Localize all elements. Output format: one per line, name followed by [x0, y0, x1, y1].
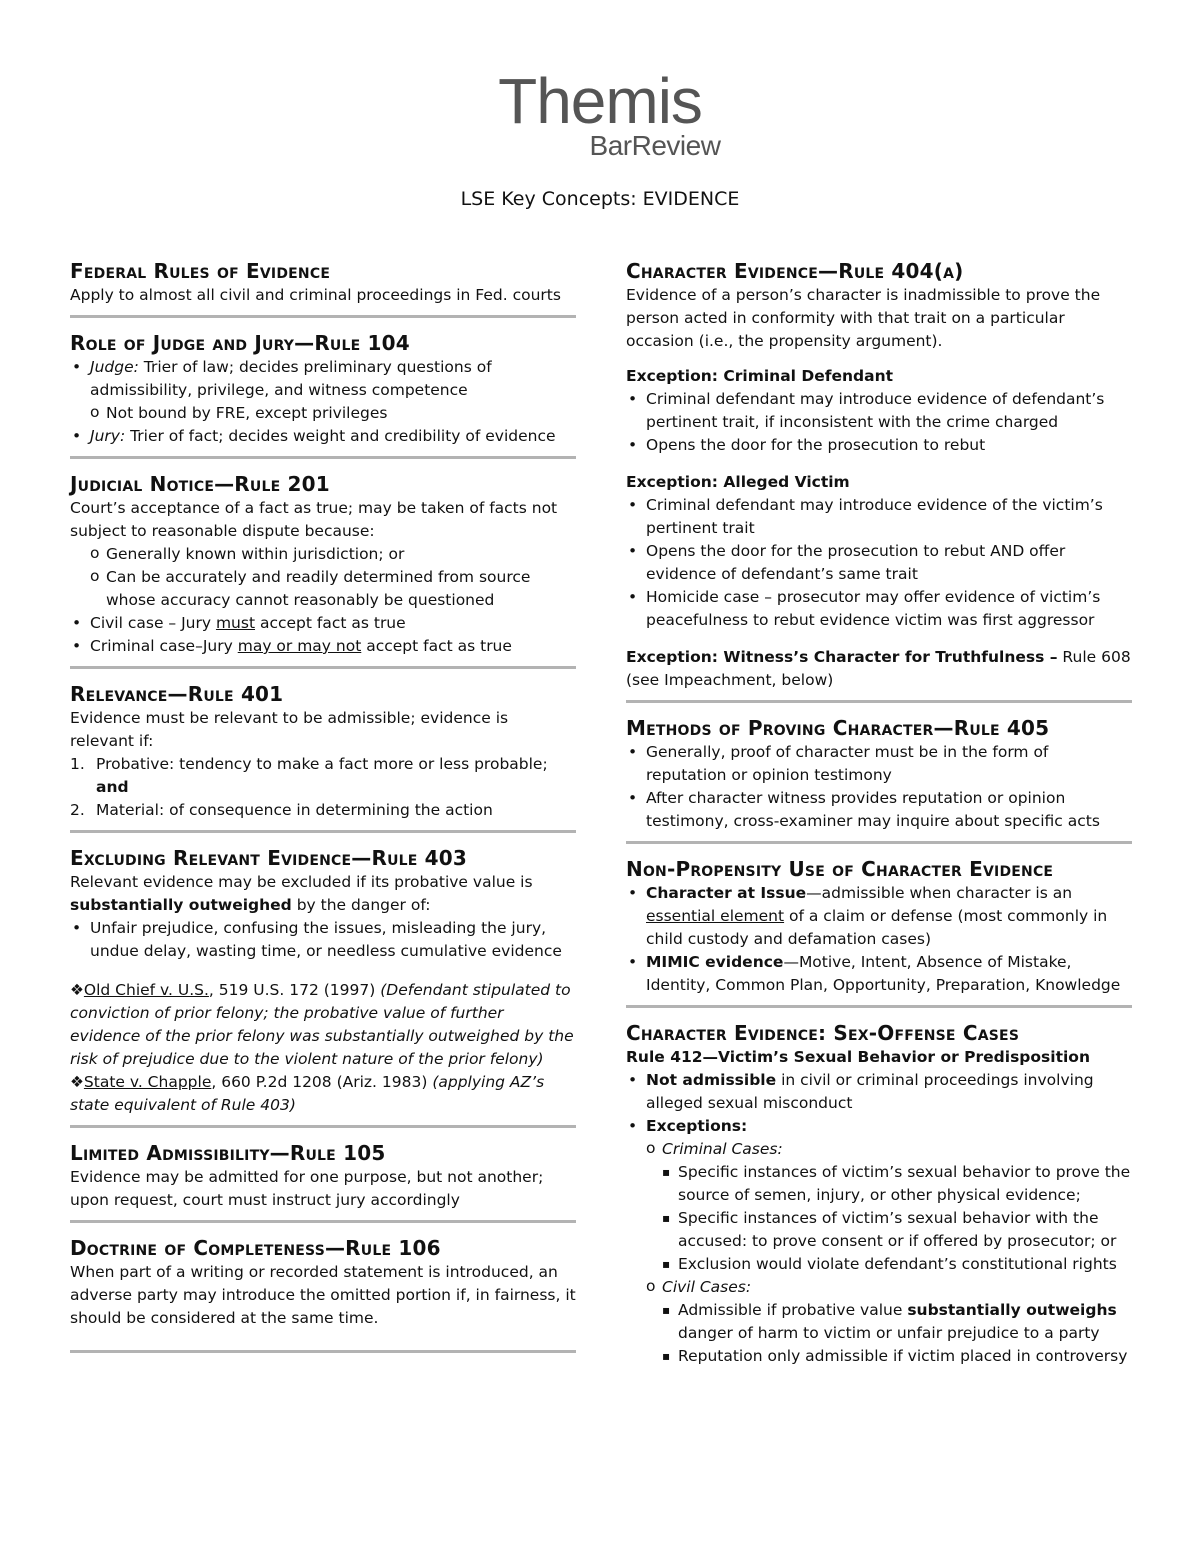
- underlined-text: may or may not: [237, 637, 362, 655]
- section-heading: Excluding Relevant Evidence—Rule 403: [70, 846, 468, 870]
- text-run: by the danger of:: [291, 896, 431, 914]
- judge-label: Judge:: [90, 358, 139, 376]
- section-methods: [626, 715, 1132, 844]
- jury-text: Trier of fact; decides weight and credibility of evidence: [125, 427, 556, 445]
- section-heading: Methods of Proving Character—Rule 405: [626, 716, 1050, 740]
- section-heading: Judicial Notice—Rule 201: [70, 472, 330, 496]
- numbered-list: [70, 753, 576, 822]
- list-item: • After character witness provides reputation or opinion testimony, cross-examiner may inquire about specific acts: [626, 787, 1132, 833]
- section-fre: [70, 258, 576, 318]
- bullet-list: [70, 917, 576, 963]
- case-citation: [70, 1071, 576, 1117]
- item-text: Material: of consequence in determining the action: [96, 801, 493, 819]
- judge-sub-text: Not bound by FRE, except privileges: [106, 404, 388, 422]
- sub-sub-list-item: ▪ Specific instances of victim’s sexual behavior to prove the source of semen, injury, or other physical evidence;: [626, 1161, 1132, 1207]
- underlined-text: essential element: [646, 907, 785, 925]
- section-heading: Role of Judge and Jury—Rule 104: [70, 331, 410, 355]
- text-run: —admissible when character is an: [806, 884, 1073, 902]
- numbered-item: [70, 799, 576, 822]
- section-limited-admissibility: [70, 1140, 576, 1223]
- bullet-list: [626, 388, 1132, 457]
- rule-heading: Rule 412—Victim’s Sexual Behavior or Predisposition: [626, 1048, 1090, 1066]
- jury-label: Jury:: [90, 427, 126, 445]
- text-run: —Motive, Intent, Absence of Mistake, Identity, Common Plan, Opportunity, Preparation, Knowledge: [646, 953, 1121, 994]
- logo-sub-text: BarReview: [589, 130, 721, 161]
- sub-heading: Exception: Witness’s Character for Truthfulness –: [626, 648, 1058, 666]
- item-number: 1.: [70, 755, 85, 773]
- sub-list-item: o Can be accurately and readily determined from source whose accuracy cannot reasonably be questioned: [70, 566, 576, 612]
- bullet-list: [70, 356, 576, 448]
- sub-list-item: [626, 1138, 1132, 1161]
- bullet-list: [626, 1069, 1132, 1368]
- text-run: Admissible if probative value: [678, 1301, 908, 1319]
- section-text: [626, 646, 1132, 692]
- list-item: [626, 1115, 1132, 1138]
- text-run: accept fact as true: [255, 614, 406, 632]
- case-cite: , 519 U.S. 172 (1997): [208, 981, 381, 999]
- bold-text: substantially outweighs: [907, 1301, 1117, 1319]
- bullet-list: [70, 543, 576, 658]
- list-item: • Opens the door for the prosecution to rebut: [626, 434, 1132, 457]
- list-item: • Generally, proof of character must be in the form of reputation or opinion testimony: [626, 741, 1132, 787]
- item-number: 2.: [70, 801, 85, 819]
- document-title: LSE Key Concepts: EVIDENCE: [460, 188, 740, 210]
- list-item: [70, 635, 576, 658]
- left-column: [70, 258, 576, 1365]
- section-text: Court’s acceptance of a fact as true; may be taken of facts not subject to reasonable dispute because:: [70, 499, 558, 540]
- text-run: Rule 608 (see Impeachment, below): [626, 648, 1131, 689]
- list-item: • Homicide case – prosecutor may offer evidence of victim’s peacefulness to rebut evidence victim was first aggressor: [626, 586, 1132, 632]
- section-character-evidence: [626, 258, 1132, 703]
- sub-sub-list-item: ▪ Specific instances of victim’s sexual behavior with the accused: to prove consent or if offered by prosecutor; or: [626, 1207, 1132, 1253]
- bullet-list: [626, 741, 1132, 833]
- section-text: [70, 871, 576, 917]
- section-heading: Non-Propensity Use of Character Evidence: [626, 857, 1054, 881]
- list-item: • Unfair prejudice, confusing the issues, misleading the jury, undue delay, wasting time, or needless cumulative evidence: [70, 917, 576, 963]
- sub-list-item: [626, 1276, 1132, 1299]
- text-run: Criminal case–Jury: [90, 637, 238, 655]
- section-sex-offense: [626, 1020, 1132, 1368]
- list-item: [70, 612, 576, 635]
- sub-sub-list-item: [626, 1299, 1132, 1345]
- section-excluding: [70, 845, 576, 1128]
- list-item: [626, 1069, 1132, 1115]
- case-name: Old Chief v. U.S.: [83, 981, 209, 999]
- list-item: [626, 951, 1132, 997]
- case-cite: , 660 P.2d 1208 (Ariz. 1983): [211, 1073, 433, 1091]
- bold-text: Not admissible: [646, 1071, 777, 1089]
- sub-sub-list-item: ▪ Reputation only admissible if victim placed in controversy: [626, 1345, 1132, 1368]
- section-heading: Character Evidence—Rule 404(a): [626, 259, 964, 283]
- text-run: danger of harm to victim or unfair prejudice to a party: [678, 1324, 1100, 1342]
- numbered-item: [70, 753, 576, 799]
- bold-text: Exceptions:: [646, 1117, 748, 1135]
- section-heading: Federal Rules of Evidence: [70, 259, 331, 283]
- bullet-list: [626, 494, 1132, 632]
- diamond-icon: ❖: [70, 981, 84, 999]
- bold-text: substantially outweighed: [70, 896, 292, 914]
- right-column: [626, 258, 1132, 1368]
- section-text: When part of a writing or recorded statement is introduced, an adverse party may introduce the omitted portion if, in fairness, it should be considered at the same time.: [70, 1263, 576, 1327]
- case-parenthetical: (applying AZ’s state equivalent of Rule 403): [70, 1073, 545, 1114]
- section-heading: Character Evidence: Sex-Offense Cases: [626, 1021, 1020, 1045]
- section-completeness: [70, 1235, 576, 1353]
- case-citation: [70, 979, 576, 1071]
- section-heading: Relevance—Rule 401: [70, 682, 284, 706]
- section-judicial-notice: [70, 471, 576, 669]
- list-item: • Opens the door for the prosecution to rebut AND offer evidence of defendant’s same trait: [626, 540, 1132, 586]
- section-judge-jury: [70, 330, 576, 459]
- logo-main-text: Themis: [498, 65, 702, 137]
- list-item: [626, 882, 1132, 951]
- sub-sub-list-item: ▪ Exclusion would violate defendant’s constitutional rights: [626, 1253, 1132, 1276]
- section-heading: Limited Admissibility—Rule 105: [70, 1141, 386, 1165]
- text-run: in civil or criminal proceedings involving alleged sexual misconduct: [646, 1071, 1094, 1112]
- section-heading: Doctrine of Completeness—Rule 106: [70, 1236, 441, 1260]
- section-non-propensity: [626, 856, 1132, 1008]
- case-parenthetical: (Defendant stipulated to conviction of prior felony; the probative value of further evidence of the prior felony was substantially outweighed by the risk of prejudice due to the violent nature of the prior felony): [70, 981, 574, 1068]
- section-text: Evidence must be relevant to be admissible; evidence is relevant if:: [70, 709, 509, 750]
- sub-heading: Exception: Alleged Victim: [626, 473, 850, 491]
- bold-text: MIMIC evidence: [646, 953, 784, 971]
- diamond-icon: ❖: [70, 1073, 84, 1091]
- text-run: Civil case – Jury: [90, 614, 216, 632]
- list-item: [70, 425, 576, 448]
- bullet-list: [626, 882, 1132, 997]
- case-name: State v. Chapple: [83, 1073, 212, 1091]
- section-text: Evidence of a person’s character is inadmissible to prove the person acted in conformity with that trait on a particular occasion (i.e., the propensity argument).: [626, 286, 1101, 350]
- sub-list-item: o Generally known within jurisdiction; or: [70, 543, 576, 566]
- civil-cases-label: Civil Cases:: [662, 1278, 752, 1296]
- list-item: • Criminal defendant may introduce evidence of defendant’s pertinent trait, if inconsistent with the crime charged: [626, 388, 1132, 434]
- section-text: Evidence may be admitted for one purpose, but not another; upon request, court must instruct jury accordingly: [70, 1168, 544, 1209]
- list-item: • Criminal defendant may introduce evidence of the victim’s pertinent trait: [626, 494, 1132, 540]
- and-text: and: [96, 778, 129, 796]
- bold-text: Character at Issue: [646, 884, 807, 902]
- underlined-text: must: [215, 614, 256, 632]
- criminal-cases-label: Criminal Cases:: [662, 1140, 783, 1158]
- themis-logo: [0, 65, 1200, 161]
- text-run: accept fact as true: [361, 637, 512, 655]
- text-run: Relevant evidence may be excluded if its probative value is: [70, 873, 533, 891]
- sub-list-item: [70, 402, 576, 425]
- item-text: Probative: tendency to make a fact more or less probable;: [96, 755, 548, 773]
- text-run: of a claim or defense (most commonly in child custody and defamation cases): [646, 907, 1108, 948]
- section-relevance: [70, 681, 576, 833]
- judge-text: Trier of law; decides preliminary questions of admissibility, privilege, and witness competence: [90, 358, 492, 399]
- sub-heading: Exception: Criminal Defendant: [626, 367, 894, 385]
- list-item: [70, 356, 576, 402]
- section-text: Apply to almost all civil and criminal proceedings in Fed. courts: [70, 286, 561, 304]
